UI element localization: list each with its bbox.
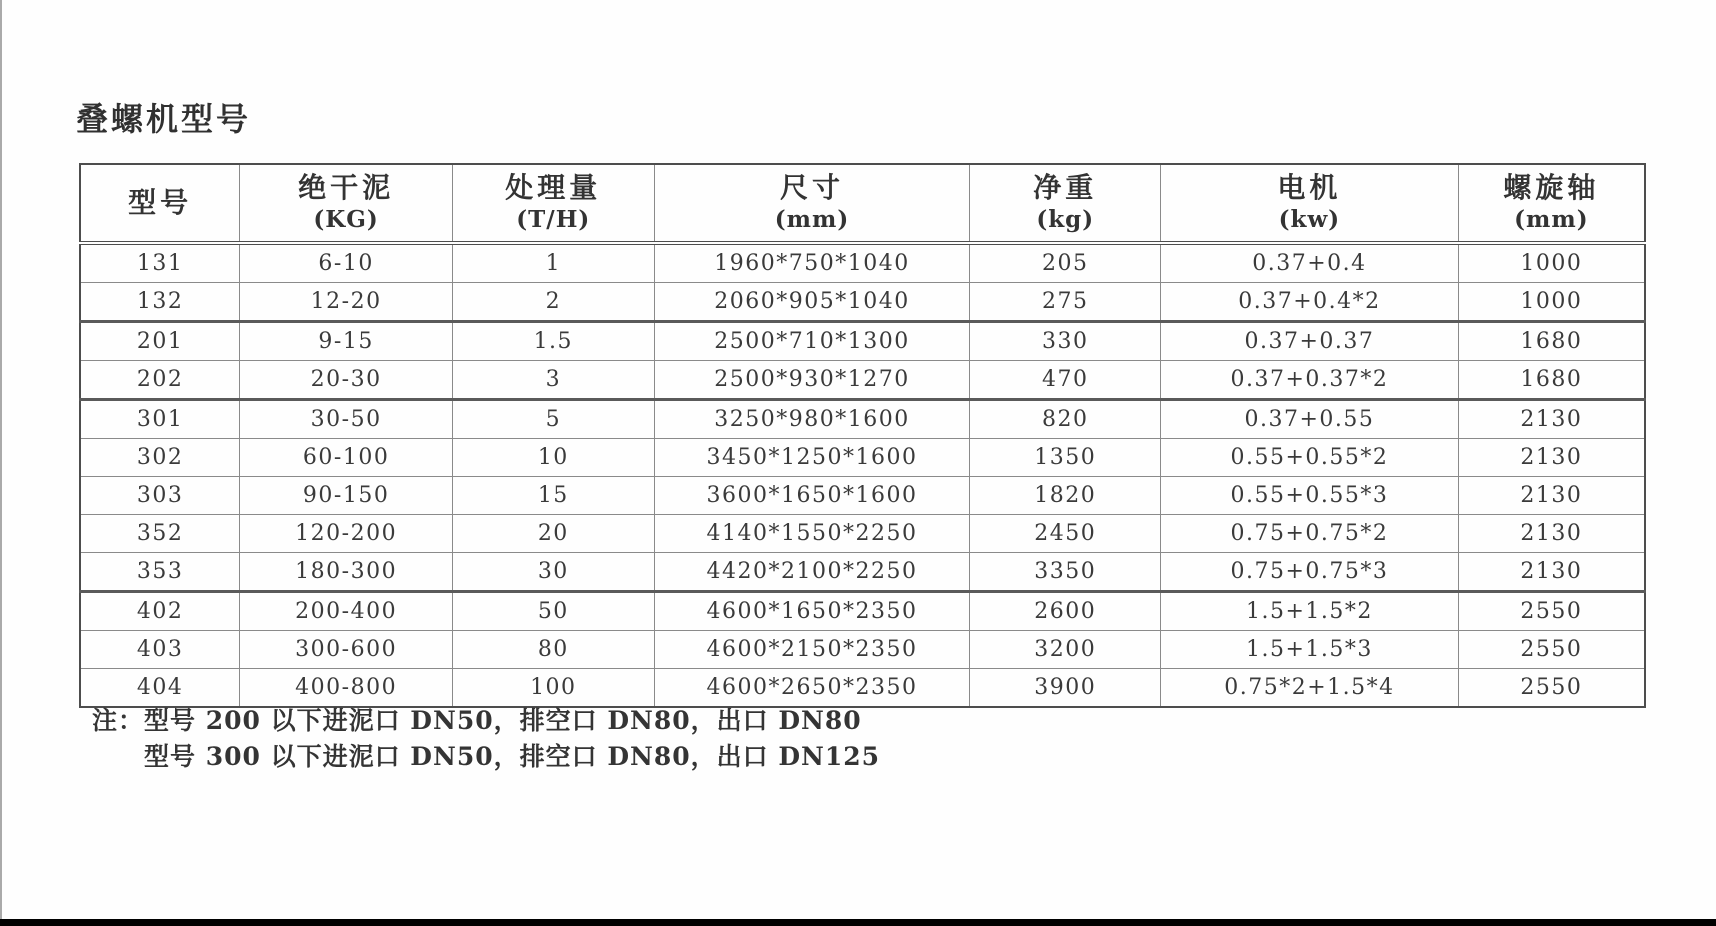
header-unit: (kg) bbox=[1036, 206, 1095, 233]
table-cell: 4600*2150*2350 bbox=[654, 631, 970, 669]
table-cell: 2450 bbox=[970, 515, 1161, 553]
header-cell-net-weight bbox=[970, 164, 1161, 243]
table-cell: 3350 bbox=[970, 553, 1161, 592]
table-row bbox=[80, 477, 1645, 515]
spec-table-body bbox=[80, 243, 1645, 707]
table-cell: 201 bbox=[80, 322, 240, 361]
table-row bbox=[80, 322, 1645, 361]
table-row bbox=[80, 361, 1645, 400]
table-cell: 302 bbox=[80, 439, 240, 477]
table-cell: 0.55+0.55*3 bbox=[1161, 477, 1459, 515]
table-cell: 1680 bbox=[1458, 361, 1645, 400]
table-cell: 0.55+0.55*2 bbox=[1161, 439, 1459, 477]
table-cell: 100 bbox=[452, 669, 654, 708]
table-cell: 80 bbox=[452, 631, 654, 669]
table-cell: 2600 bbox=[970, 592, 1161, 631]
table-cell: 131 bbox=[80, 243, 240, 283]
table-cell: 0.75+0.75*2 bbox=[1161, 515, 1459, 553]
table-cell: 470 bbox=[970, 361, 1161, 400]
table-cell: 0.75*2+1.5*4 bbox=[1161, 669, 1459, 708]
table-cell: 0.37+0.4*2 bbox=[1161, 283, 1459, 322]
table-cell: 20 bbox=[452, 515, 654, 553]
table-cell: 50 bbox=[452, 592, 654, 631]
table-cell: 403 bbox=[80, 631, 240, 669]
spec-table bbox=[79, 163, 1646, 708]
table-cell: 30 bbox=[452, 553, 654, 592]
left-edge-line bbox=[0, 0, 2, 926]
table-cell: 0.37+0.55 bbox=[1161, 400, 1459, 439]
table-cell: 15 bbox=[452, 477, 654, 515]
table-row bbox=[80, 439, 1645, 477]
table-cell: 120-200 bbox=[240, 515, 453, 553]
table-cell: 1000 bbox=[1458, 283, 1645, 322]
table-cell: 3450*1250*1600 bbox=[654, 439, 970, 477]
table-cell: 1000 bbox=[1458, 243, 1645, 283]
table-cell: 0.37+0.4 bbox=[1161, 243, 1459, 283]
table-row bbox=[80, 553, 1645, 592]
table-cell: 2130 bbox=[1458, 553, 1645, 592]
table-cell: 2130 bbox=[1458, 515, 1645, 553]
table-cell: 1960*750*1040 bbox=[654, 243, 970, 283]
table-cell: 2550 bbox=[1458, 669, 1645, 708]
table-cell: 820 bbox=[970, 400, 1161, 439]
table-row bbox=[80, 243, 1645, 283]
header-title: 电机 bbox=[1277, 171, 1342, 204]
table-cell: 10 bbox=[452, 439, 654, 477]
header-cell-capacity bbox=[452, 164, 654, 243]
header-cell-dry-sludge bbox=[240, 164, 453, 243]
table-cell: 404 bbox=[80, 669, 240, 708]
table-cell: 0.75+0.75*3 bbox=[1161, 553, 1459, 592]
table-cell: 0.37+0.37 bbox=[1161, 322, 1459, 361]
table-cell: 1.5 bbox=[452, 322, 654, 361]
header-unit: (mm) bbox=[774, 206, 850, 233]
table-row bbox=[80, 400, 1645, 439]
table-cell: 60-100 bbox=[240, 439, 453, 477]
table-cell: 1350 bbox=[970, 439, 1161, 477]
header-cell-screw-shaft bbox=[1458, 164, 1645, 243]
table-cell: 3900 bbox=[970, 669, 1161, 708]
page-title: 叠螺机型号 bbox=[76, 100, 252, 138]
table-cell: 30-50 bbox=[240, 400, 453, 439]
spec-table-header bbox=[80, 164, 1645, 243]
notes-prefix: 注： bbox=[92, 706, 145, 735]
table-cell: 353 bbox=[80, 553, 240, 592]
table-cell: 205 bbox=[970, 243, 1161, 283]
table-cell: 352 bbox=[80, 515, 240, 553]
table-row bbox=[80, 283, 1645, 322]
table-cell: 3250*980*1600 bbox=[654, 400, 970, 439]
header-unit: (T/H) bbox=[516, 206, 591, 233]
header-title: 螺旋轴 bbox=[1503, 171, 1600, 204]
header-title: 处理量 bbox=[505, 171, 602, 204]
table-cell: 180-300 bbox=[240, 553, 453, 592]
table-row bbox=[80, 592, 1645, 631]
table-cell: 1.5+1.5*3 bbox=[1161, 631, 1459, 669]
table-cell: 1.5+1.5*2 bbox=[1161, 592, 1459, 631]
table-cell: 4420*2100*2250 bbox=[654, 553, 970, 592]
table-cell: 4140*1550*2250 bbox=[654, 515, 970, 553]
table-cell: 4600*1650*2350 bbox=[654, 592, 970, 631]
header-unit: (kw) bbox=[1278, 206, 1341, 233]
table-cell: 200-400 bbox=[240, 592, 453, 631]
table-cell: 132 bbox=[80, 283, 240, 322]
table-cell: 330 bbox=[970, 322, 1161, 361]
table-cell: 2500*710*1300 bbox=[654, 322, 970, 361]
table-cell: 275 bbox=[970, 283, 1161, 322]
table-cell: 0.37+0.37*2 bbox=[1161, 361, 1459, 400]
header-title: 尺寸 bbox=[779, 171, 844, 204]
table-cell: 90-150 bbox=[240, 477, 453, 515]
header-title: 净重 bbox=[1033, 171, 1098, 204]
header-cell-dimensions bbox=[654, 164, 970, 243]
table-cell: 2550 bbox=[1458, 592, 1645, 631]
table-cell: 2060*905*1040 bbox=[654, 283, 970, 322]
bottom-black-bar bbox=[0, 919, 1716, 926]
table-cell: 303 bbox=[80, 477, 240, 515]
table-cell: 1 bbox=[452, 243, 654, 283]
notes-block bbox=[92, 703, 880, 775]
table-cell: 6-10 bbox=[240, 243, 453, 283]
note-line: 型号 300 以下进泥口 DN50，排空口 DN80，出口 DN125 bbox=[144, 742, 881, 771]
table-cell: 202 bbox=[80, 361, 240, 400]
header-unit: (KG) bbox=[313, 206, 379, 233]
header-unit: (mm) bbox=[1514, 206, 1589, 233]
header-title: 绝干泥 bbox=[298, 171, 395, 204]
table-cell: 1680 bbox=[1458, 322, 1645, 361]
table-cell: 12-20 bbox=[240, 283, 453, 322]
table-cell: 402 bbox=[80, 592, 240, 631]
header-cell-motor bbox=[1161, 164, 1459, 243]
table-cell: 5 bbox=[452, 400, 654, 439]
table-cell: 20-30 bbox=[240, 361, 453, 400]
table-cell: 9-15 bbox=[240, 322, 453, 361]
header-row bbox=[80, 164, 1645, 243]
header-cell-model bbox=[80, 164, 240, 243]
table-row bbox=[80, 515, 1645, 553]
header-title: 型号 bbox=[128, 186, 193, 219]
table-cell: 2 bbox=[452, 283, 654, 322]
table-row bbox=[80, 631, 1645, 669]
table-cell: 400-800 bbox=[240, 669, 453, 708]
table-cell: 3 bbox=[452, 361, 654, 400]
table-cell: 3600*1650*1600 bbox=[654, 477, 970, 515]
table-cell: 2130 bbox=[1458, 439, 1645, 477]
table-cell: 301 bbox=[80, 400, 240, 439]
table-cell: 3200 bbox=[970, 631, 1161, 669]
table-row bbox=[80, 669, 1645, 708]
table-cell: 4600*2650*2350 bbox=[654, 669, 970, 708]
note-line: 型号 200 以下进泥口 DN50，排空口 DN80，出口 DN80 bbox=[144, 706, 862, 735]
table-cell: 2500*930*1270 bbox=[654, 361, 970, 400]
table-cell: 2550 bbox=[1458, 631, 1645, 669]
table-cell: 2130 bbox=[1458, 477, 1645, 515]
table-cell: 300-600 bbox=[240, 631, 453, 669]
table-cell: 1820 bbox=[970, 477, 1161, 515]
notes-lines bbox=[144, 703, 880, 775]
table-cell: 2130 bbox=[1458, 400, 1645, 439]
